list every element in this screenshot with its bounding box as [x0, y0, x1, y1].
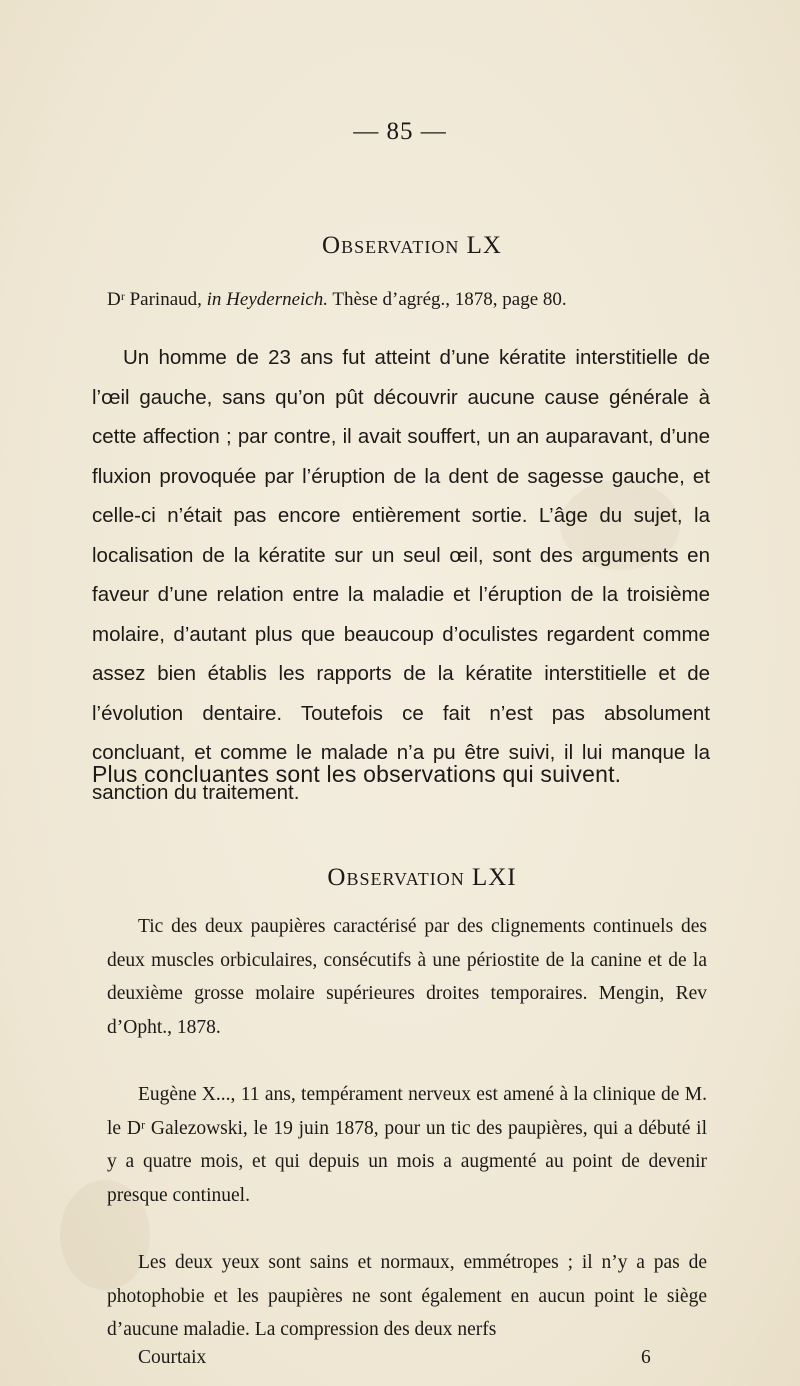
reference-source: in Heyderneich.	[206, 289, 328, 310]
conclusion-line: Plus concluantes sont les observations qui suivent.	[92, 761, 622, 787]
observation-paragraph: Un homme de 23 ans fut atteint d’une kératite interstitielle de l’œil gauche, sans qu’on pût découvrir aucune cause générale à cette affection ; par contre, il avait souffert, un an auparavant, d’une fluxion provoquée par l’éruption de la dent de sagesse gauche, et celle-ci n’était pas encore entièrement sortie. L’âge du sujet, la localisation de la kératite sur un seul œil, sont des arguments en faveur d’une relation entre la maladie et l’éruption de la troisième molaire, d’autant plus que beaucoup d’oculistes regardent comme assez bien établis les rapports de la kératite interstitielle et de l’évolution dentaire. Toutefois ce fait n’est pas absolument concluant, et comme le malade n’a pu être suivi, il lui manque la sanction du traitement.	[92, 346, 710, 804]
observation-paragraph: Eugène X..., 11 ans, tempérament nerveux est amené à la clinique de M. le Dʳ Galezowski, le 19 juin 1878, pour un tic des paupières, qui a débuté il y a quatre mois, et qui depuis un mois a augmenté au point de devenir presque continuel.	[107, 1084, 707, 1206]
reference-details: Thèse d’agrég., 1878, page 80.	[327, 289, 567, 310]
bibliographic-reference	[107, 288, 707, 312]
page-number: — 85 —	[353, 118, 447, 145]
observation-paragraph: Les deux yeux sont sains et normaux, emmétropes ; il n’y a pas de photophobie et les paupières ne sont également en aucun point le siège d’aucune maladie. La compression des deux nerfs	[107, 1252, 707, 1340]
reference-author: Dʳ Parinaud,	[107, 289, 207, 310]
sheet-number: 6	[641, 1347, 651, 1368]
observation-summary: Tic des deux paupières caractérisé par des clignements continuels des deux muscles orbiculaires, consécutifs à une périostite de la canine et de la deuxième grosse molaire supérieures droites temporaires. Mengin, Rev d’Opht., 1878.	[107, 916, 707, 1038]
observation-heading: Observation LXI	[327, 864, 517, 891]
printer-signature: Courtaix	[138, 1347, 207, 1368]
observation-heading: Observation LX	[322, 232, 502, 259]
